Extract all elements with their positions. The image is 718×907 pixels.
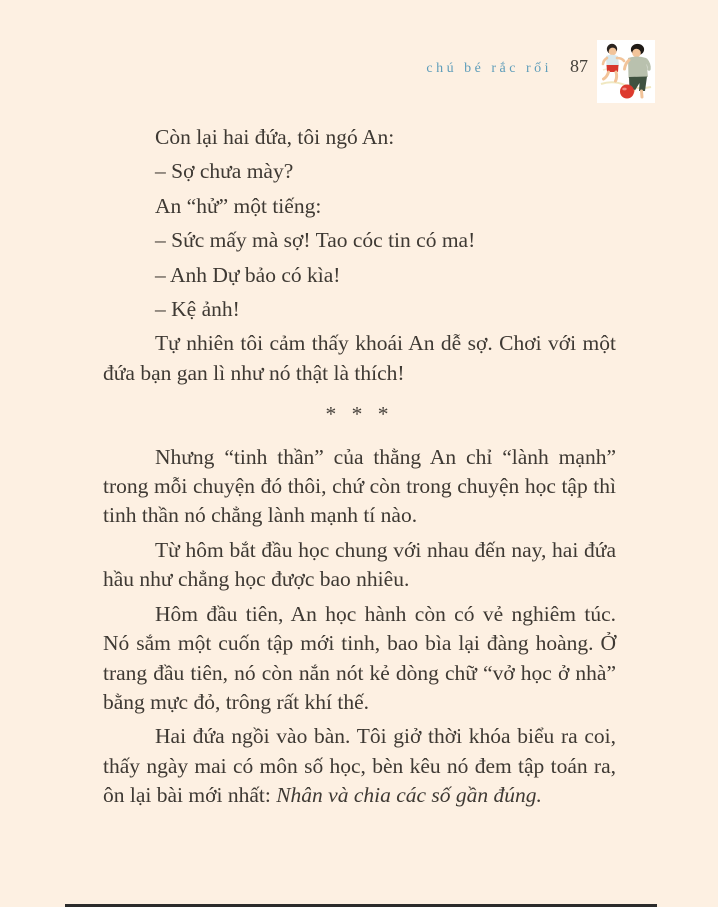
- dialogue-line: – Sợ chưa mày?: [155, 159, 294, 184]
- lesson-title-italic: Nhân và chia các số gần đúng.: [276, 783, 542, 808]
- dialogue-line: – Anh Dự bảo có kìa!: [155, 262, 341, 287]
- running-header: [426, 56, 588, 77]
- dialogue-line: – Sức mấy mà sợ! Tao cóc tin có ma!: [155, 228, 476, 253]
- paragraph-with-italic: [103, 722, 616, 810]
- paragraph: Hôm đầu tiên, An học hành còn có vẻ nghiêm túc. Nó sắm một cuốn tập mới tinh, bao bìa lại đàng hoàng. Ở trang đầu tiên, nó còn nắn nót kẻ dòng chữ “vở học ở nhà” bằng mực đỏ, trông rất khí thế.: [103, 601, 616, 714]
- red-ball: [620, 85, 634, 99]
- section-separator: * * *: [325, 402, 394, 427]
- running-title: chú bé rắc rối: [426, 61, 552, 76]
- children-playing-illustration: [597, 40, 655, 103]
- children-playing-icon: [597, 40, 655, 103]
- paragraph: Từ hôm bắt đầu học chung với nhau đến nay, hai đứa hầu như chẳng học được bao nhiêu.: [103, 537, 616, 592]
- dialogue-line: – Kệ ảnh!: [155, 297, 240, 322]
- dialogue-line: Còn lại hai đứa, tôi ngó An:: [155, 125, 395, 149]
- body-text: [103, 123, 616, 816]
- dialogue-line: An “hử” một tiếng:: [155, 193, 322, 218]
- paragraph: Nhưng “tinh thần” của thằng An chỉ “lành mạnh” trong mỗi chuyện đó thôi, chứ còn trong chuyện học tập thì tinh thần nó chẳng lành mạnh tí nào.: [103, 444, 616, 528]
- paragraph-normal-text: Hai đứa ngồi vào bàn. Tôi giở thời khóa biểu ra coi, thấy ngày mai có môn số học, bèn kêu nó đem tập toán ra, ôn lại bài mới nhất:: [103, 724, 616, 808]
- page-number: 87: [570, 56, 588, 76]
- paragraph: Tự nhiên tôi cảm thấy khoái An dễ sợ. Chơi với một đứa bạn gan lì như nó thật là thích!: [103, 331, 616, 385]
